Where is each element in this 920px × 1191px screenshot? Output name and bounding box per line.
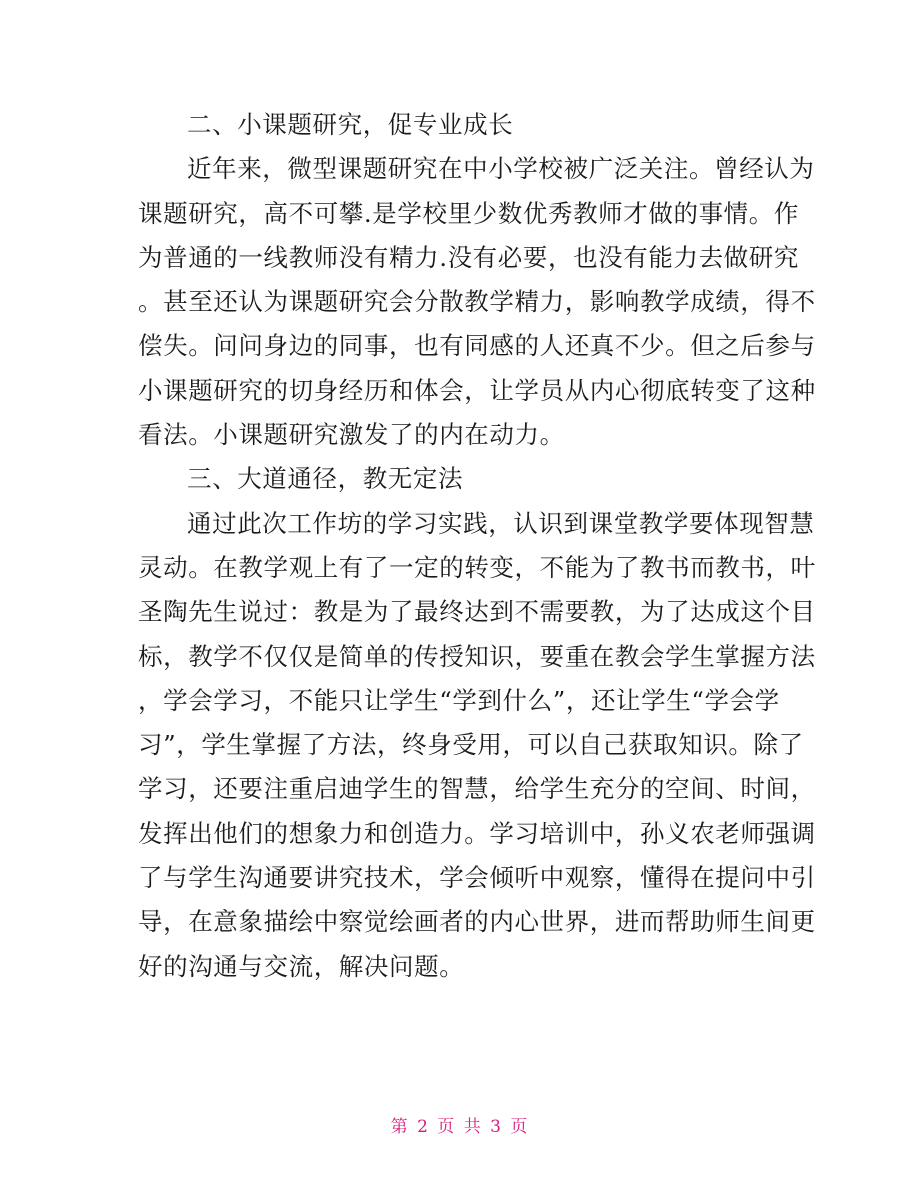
paragraph-line: 。甚至还认为课题研究会分散教学精力，影响教学成绩，得不 [138, 287, 816, 317]
paragraph-line: 近年来，微型课题研究在中小学校被广泛关注。曾经认为 [187, 154, 815, 184]
paragraph-line: 课题研究，高不可攀.是学校里少数优秀教师才做的事情。作 [138, 198, 799, 228]
paragraph-line: 圣陶先生说过：教是为了最终达到不需要教，为了达成这个目 [138, 597, 816, 627]
document-body [138, 103, 816, 989]
paragraph-line: 标，教学不仅仅是简单的传授知识，要重在教会学生掌握方法 [138, 641, 816, 671]
paragraph-line: 小课题研究的切身经历和体会，让学员从内心彻底转变了这种 [138, 375, 816, 405]
paragraph-line: 看法。小课题研究激发了的内在动力。 [138, 420, 565, 450]
paragraph-line: 为普通的一线教师没有精力.没有必要，也没有能力去做研究 [138, 242, 799, 272]
paragraph-line: 通过此次工作坊的学习实践，认识到课堂教学要体现智慧 [187, 508, 815, 538]
paragraph-line: 了与学生沟通要讲究技术，学会倾听中观察，懂得在提问中引 [138, 863, 816, 893]
section-heading: 三、大道通径，教无定法 [187, 464, 464, 494]
paragraph-line: 偿失。问问身边的同事，也有同感的人还真不少。但之后参与 [138, 331, 816, 361]
paragraph-line: 导，在意象描绘中察觉绘画者的内心世界，进而帮助师生间更 [138, 907, 816, 937]
paragraph-line: 好的沟通与交流，解决问题。 [138, 951, 465, 981]
paragraph-line: 习”，学生掌握了方法，终身受用，可以自己获取知识。除了 [138, 730, 804, 760]
page-number-footer: 第 2 页 共 3 页 [390, 1117, 530, 1137]
section-heading: 二、小课题研究，促专业成长 [187, 110, 514, 139]
paragraph-line: 学习，还要注重启迪学生的智慧，给学生充分的空间、时间， [138, 774, 816, 804]
paragraph-line: 发挥出他们的想象力和创造力。学习培训中，孙义农老师强调 [138, 818, 816, 848]
paragraph-line: 灵动。在教学观上有了一定的转变，不能为了教书而教书，叶 [138, 552, 816, 582]
paragraph-line: ，学会学习，不能只让学生“学到什么”，还让学生“学会学 [138, 685, 780, 715]
